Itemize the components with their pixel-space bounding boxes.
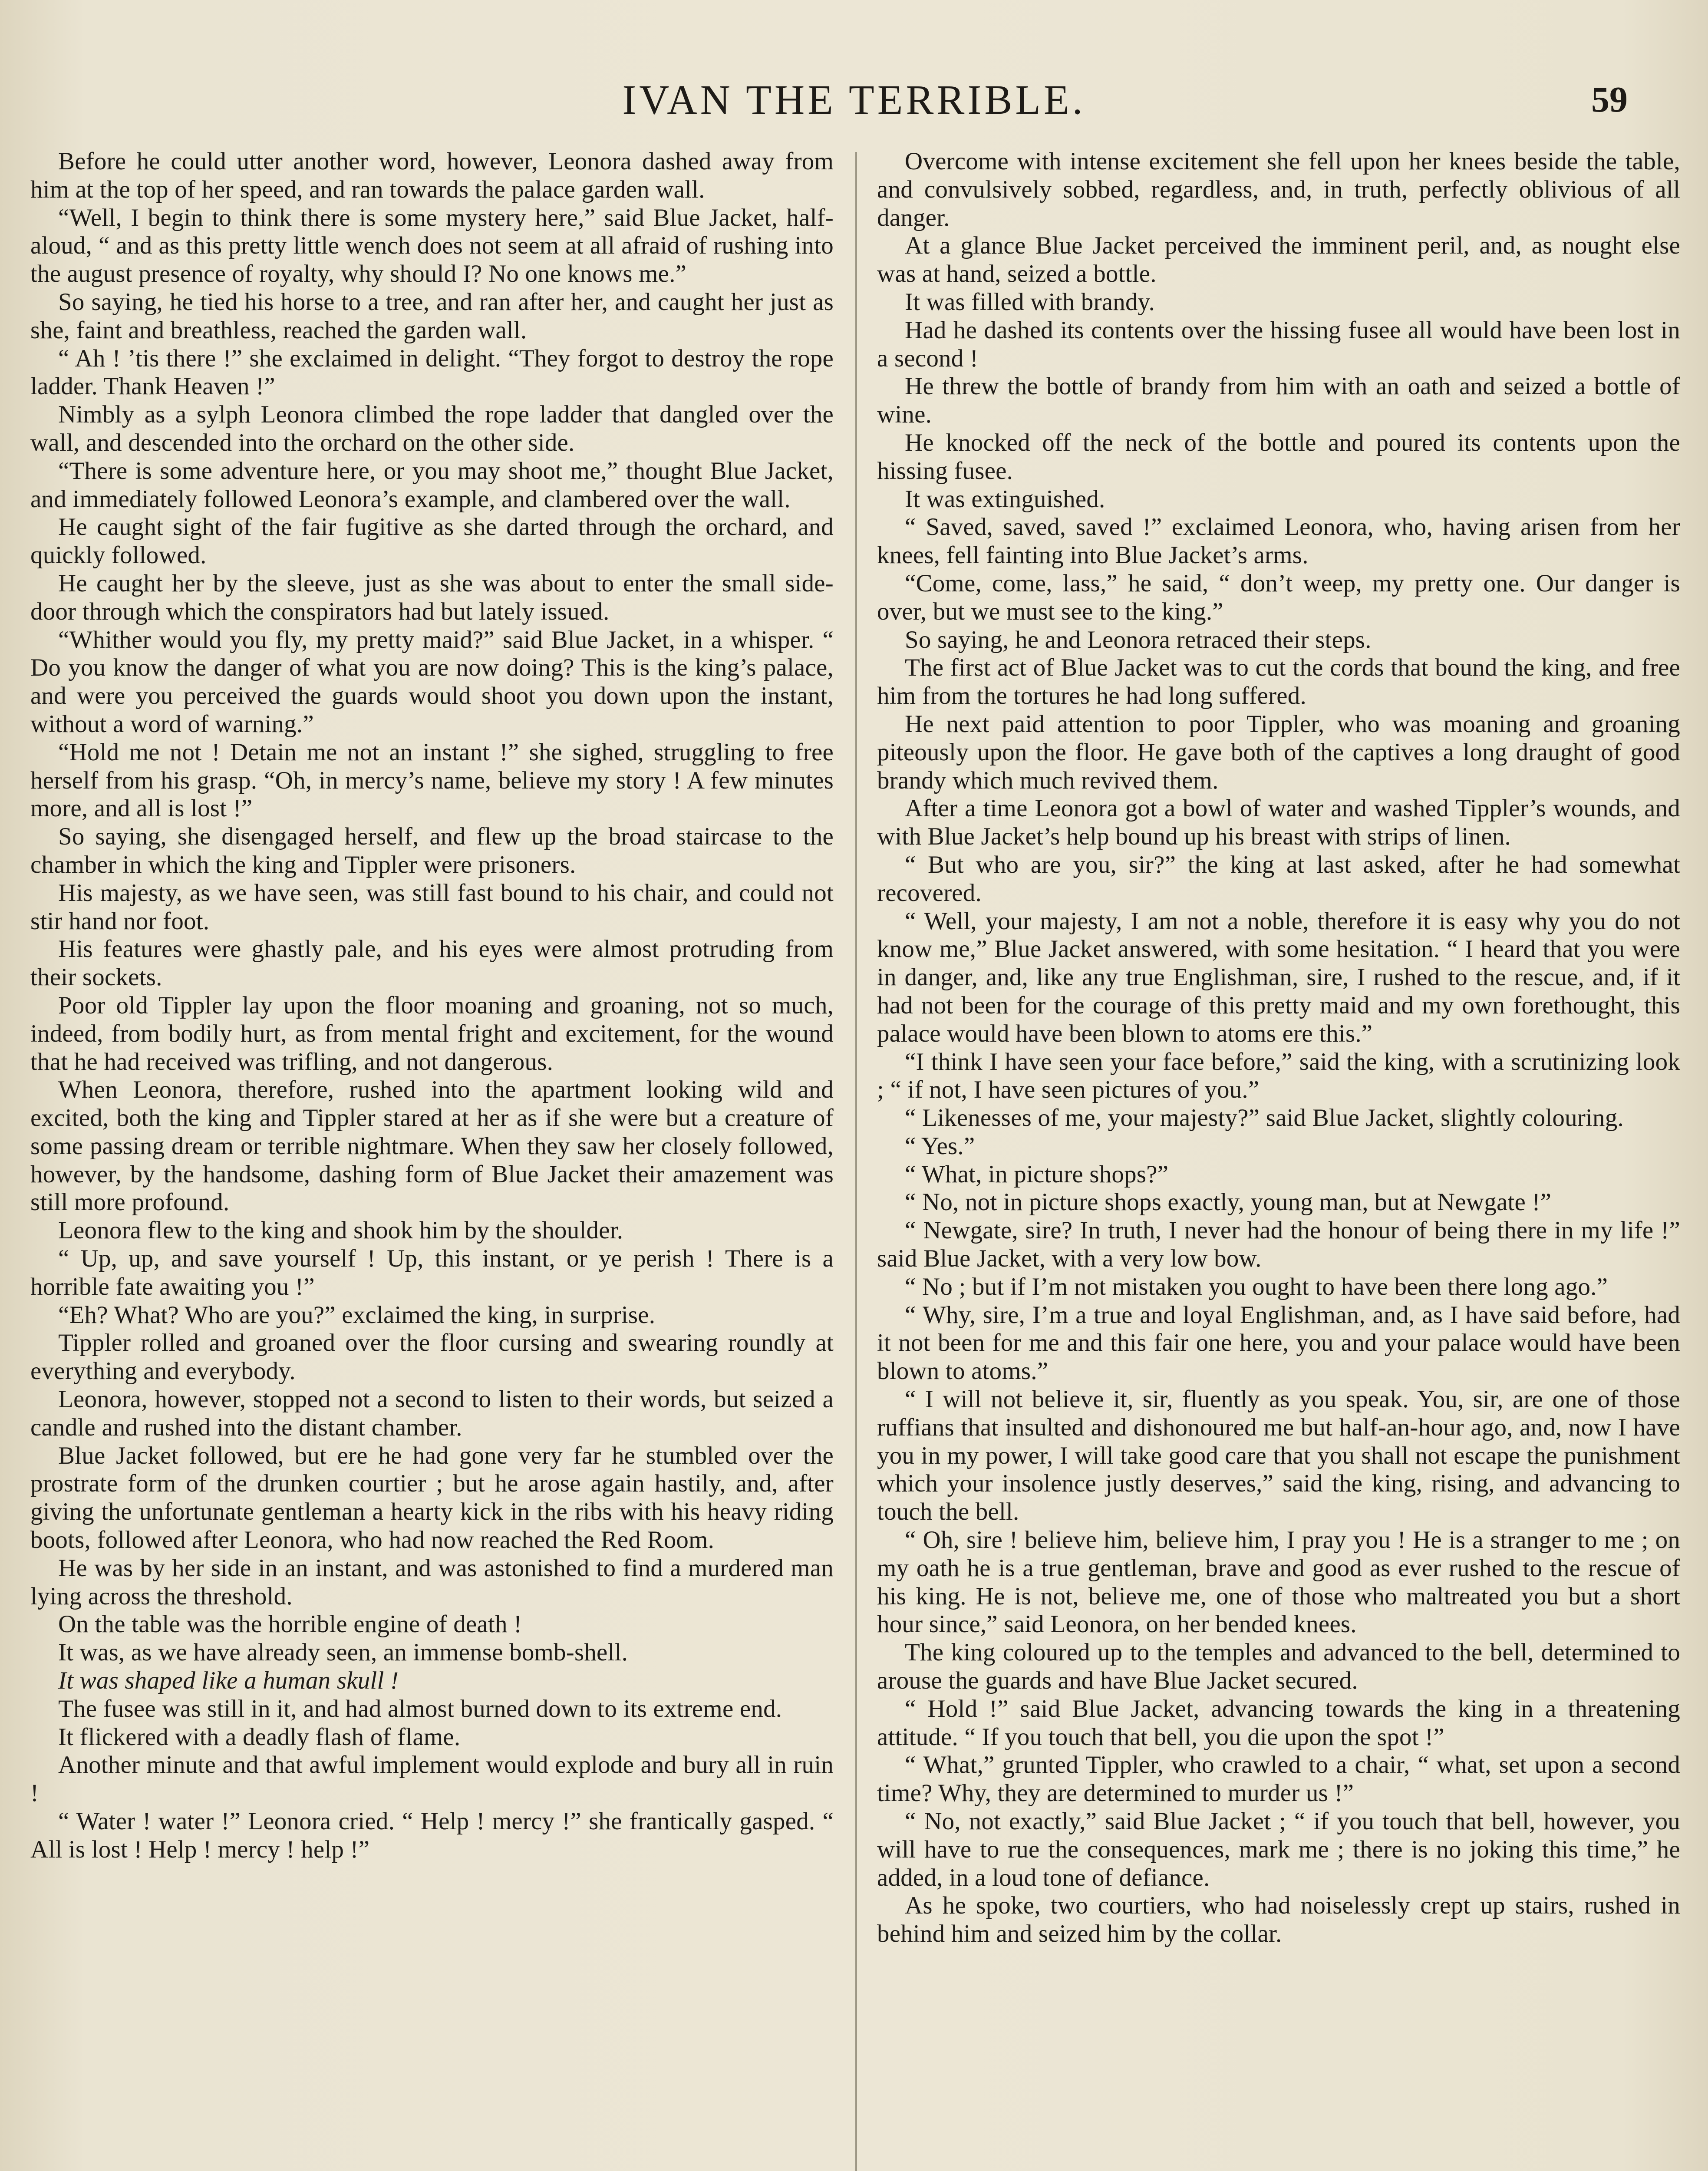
paragraph: It was extinguished. bbox=[905, 485, 1105, 513]
paragraph: It flickered with a deadly flash of flame. bbox=[58, 1723, 461, 1751]
paragraph: At a glance Blue Jacket perceived the imminent peril, and, as nought else was at hand, seized a bottle. bbox=[877, 232, 1680, 288]
paragraph: “ Saved, saved, saved !” exclaimed Leonora, who, having arisen from her knees, fell fainting into Blue Jacket’s arms. bbox=[877, 513, 1680, 569]
paragraph: “ Hold !” said Blue Jacket, advancing towards the king in a threatening attitude. “ If you touch that bell, you die upon the spot !” bbox=[877, 1695, 1680, 1751]
paragraph: “ Yes.” bbox=[905, 1132, 975, 1160]
page-number: 59 bbox=[1591, 79, 1628, 120]
paragraph: So saying, he tied his horse to a tree, and ran after her, and caught her just as she, faint and breathless, reached the garden wall. bbox=[30, 288, 834, 344]
paragraph: Nimbly as a sylph Leonora climbed the rope ladder that dangled over the wall, and descended into the orchard on the other side. bbox=[30, 401, 834, 456]
paragraph: He caught her by the sleeve, just as she was about to enter the small side-door through which the conspirators had but lately issued. bbox=[30, 569, 834, 625]
paragraph: The king coloured up to the temples and advanced to the bell, determined to arouse the guards and have Blue Jacket secured. bbox=[877, 1639, 1680, 1695]
paragraph: “ Oh, sire ! believe him, believe him, I pray you ! He is a stranger to me ; on my oath he is a true gentleman, brave and good as ever rushed to the rescue of his king. He is not, believe me, one of those who maltreated you but a short hour since,” said Leonora, on her bended knees. bbox=[877, 1526, 1680, 1638]
paragraph: “ What,” grunted Tippler, who crawled to a chair, “ what, set upon a second time? Why, they are determined to murder us !” bbox=[877, 1751, 1680, 1807]
paragraph: “Well, I begin to think there is some mystery here,” said Blue Jacket, half-aloud, “ and as this pretty little wench does not seem at all afraid of rushing into the august presence of royalty, why should I? No one knows me.” bbox=[30, 204, 834, 288]
paragraph: “ I will not believe it, sir, fluently as you speak. You, sir, are one of those ruffians that insulted and dishonoured me but half-an-hour ago, and, now I have you in my power, I will take good care that you shall not escape the punishment which your insolence justly deserves,” said the king, rising, and advancing to touch the bell. bbox=[877, 1386, 1680, 1526]
paragraph: Leonora flew to the king and shook him by the shoulder. bbox=[58, 1217, 623, 1244]
paragraph: He next paid attention to poor Tippler, who was moaning and groaning piteously upon the floor. He gave both of the captives a long draught of good brandy which much revived them. bbox=[877, 710, 1680, 794]
paragraph: As he spoke, two courtiers, who had noiselessly crept up stairs, rushed in behind him and seized him by the collar. bbox=[877, 1892, 1680, 1948]
paragraph: So saying, he and Leonora retraced their steps. bbox=[905, 626, 1372, 653]
paragraph: His features were ghastly pale, and his eyes were almost protruding from their sockets. bbox=[30, 935, 834, 991]
paragraph: “Hold me not ! Detain me not an instant !” she sighed, struggling to free herself from his grasp. “Oh, in mercy’s name, believe my story ! A few minutes more, and all is lost !” bbox=[30, 738, 834, 822]
paragraph: “ Why, sire, I’m a true and loyal Englishman, and, as I have said before, had it not been for me and this fair one here, you and your palace would have been blown to atoms.” bbox=[877, 1301, 1680, 1385]
paragraph: Overcome with intense excitement she fell upon her knees beside the table, and convulsively sobbed, regardless, and, in truth, perfectly oblivious of all danger. bbox=[877, 148, 1680, 231]
paragraph: Had he dashed its contents over the hissing fusee all would have been lost in a second ! bbox=[877, 316, 1680, 372]
paragraph: Another minute and that awful implement would explode and bury all in ruin ! bbox=[30, 1751, 834, 1807]
paragraph: “Come, come, lass,” he said, “ don’t weep, my pretty one. Our danger is over, but we must see to the king.” bbox=[877, 569, 1680, 625]
running-title: IVAN THE TERRIBLE. bbox=[622, 76, 1086, 123]
page-header bbox=[0, 69, 1708, 130]
left-column bbox=[30, 148, 834, 2171]
column-divider bbox=[855, 152, 857, 2171]
paragraph: So saying, she disengaged herself, and flew up the broad staircase to the chamber in which the king and Tippler were prisoners. bbox=[30, 823, 834, 878]
paragraph: “ Newgate, sire? In truth, I never had the honour of being there in my life !” said Blue Jacket, with a very low bow. bbox=[877, 1217, 1680, 1273]
paragraph: “ Ah ! ’tis there !” she exclaimed in delight. “They forgot to destroy the rope ladder. Thank Heaven !” bbox=[30, 344, 834, 400]
paragraph: It was shaped like a human skull ! bbox=[58, 1667, 399, 1695]
paragraph: He knocked off the neck of the bottle and poured its contents upon the hissing fusee. bbox=[877, 429, 1680, 485]
paragraph: The first act of Blue Jacket was to cut the cords that bound the king, and free him from the tortures he had long suffered. bbox=[877, 654, 1680, 710]
paragraph: His majesty, as we have seen, was still fast bound to his chair, and could not stir hand nor foot. bbox=[30, 879, 834, 935]
text-columns bbox=[30, 148, 1680, 2171]
paragraph: It was filled with brandy. bbox=[905, 288, 1155, 316]
paragraph: “ No, not in picture shops exactly, young man, but at Newgate !” bbox=[905, 1188, 1552, 1216]
paragraph: Leonora, however, stopped not a second to listen to their words, but seized a candle and rushed into the distant chamber. bbox=[30, 1386, 834, 1441]
paragraph: He was by her side in an instant, and was astonished to find a murdered man lying across the threshold. bbox=[30, 1554, 834, 1610]
paragraph: “Eh? What? Who are you?” exclaimed the king, in surprise. bbox=[58, 1301, 656, 1329]
paragraph: Tippler rolled and groaned over the floor cursing and swearing roundly at everything and everybody. bbox=[30, 1329, 834, 1385]
paragraph: “ What, in picture shops?” bbox=[905, 1160, 1169, 1188]
paragraph: He caught sight of the fair fugitive as she darted through the orchard, and quickly followed. bbox=[30, 513, 834, 569]
paragraph: “ Well, your majesty, I am not a noble, therefore it is easy why you do not know me,” Blue Jacket answered, with some hesitation. “ I heard that you were in danger, and, like any true Englishman, sire, I rushed to the rescue, and, if it had not been for the courage of this pretty maid and my own forethought, this palace would have been blown to atoms ere this.” bbox=[877, 907, 1680, 1047]
paragraph: On the table was the horrible engine of death ! bbox=[58, 1610, 522, 1638]
paragraph: “There is some adventure here, or you may shoot me,” thought Blue Jacket, and immediately followed Leonora’s example, and clambered over the wall. bbox=[30, 457, 834, 513]
paragraph: Before he could utter another word, however, Leonora dashed away from him at the top of her speed, and ran towards the palace garden wall. bbox=[30, 148, 834, 203]
paragraph: When Leonora, therefore, rushed into the apartment looking wild and excited, both the king and Tippler stared at her as if she were but a creature of some passing dream or terrible nightmare. When they saw her closely followed, however, by the handsome, dashing form of Blue Jacket their amazement was still more profound. bbox=[30, 1076, 834, 1216]
paragraph: “ Up, up, and save yourself ! Up, this instant, or ye perish ! There is a horrible fate awaiting you !” bbox=[30, 1245, 834, 1300]
paragraph: The fusee was still in it, and had almost burned down to its extreme end. bbox=[58, 1695, 782, 1722]
paragraph: “Whither would you fly, my pretty maid?” said Blue Jacket, in a whisper. “ Do you know the danger of what you are now doing? This is the king’s palace, and were you perceived the guards would shoot you down upon the instant, without a word of warning.” bbox=[30, 626, 834, 738]
paragraph: “ Likenesses of me, your majesty?” said Blue Jacket, slightly colouring. bbox=[905, 1104, 1624, 1132]
paragraph: Poor old Tippler lay upon the floor moaning and groaning, not so much, indeed, from bodily hurt, as from mental fright and excitement, for the wound that he had received was trifling, and not dangerous. bbox=[30, 991, 834, 1076]
paragraph: “ No, not exactly,” said Blue Jacket ; “ if you touch that bell, however, you will have to rue the consequences, mark me ; there is no joking this time,” he added, in a loud tone of defiance. bbox=[877, 1808, 1680, 1891]
paragraph: He threw the bottle of brandy from him with an oath and seized a bottle of wine. bbox=[877, 373, 1680, 429]
paragraph: It was, as we have already seen, an immense bomb-shell. bbox=[58, 1639, 628, 1666]
paragraph: Blue Jacket followed, but ere he had gone very far he stumbled over the prostrate form of the drunken courtier ; but he arose again hastily, and, after giving the unfortunate gentleman a hearty kick in the ribs with his heavy riding boots, followed after Leonora, who had now reached the Red Room. bbox=[30, 1442, 834, 1554]
paragraph: “ Water ! water !” Leonora cried. “ Help ! mercy !” she frantically gasped. “ All is lost ! Help ! mercy ! help !” bbox=[30, 1808, 834, 1863]
paragraph: After a time Leonora got a bowl of water and washed Tippler’s wounds, and with Blue Jacket’s help bound up his breast with strips of linen. bbox=[877, 795, 1680, 851]
paragraph: “ But who are you, sir?” the king at last asked, after he had somewhat recovered. bbox=[877, 851, 1680, 907]
paragraph: “I think I have seen your face before,” said the king, with a scrutinizing look ; “ if not, I have seen pictures of you.” bbox=[877, 1048, 1680, 1104]
paragraph: “ No ; but if I’m not mistaken you ought to have been there long ago.” bbox=[905, 1273, 1608, 1300]
right-column bbox=[877, 148, 1680, 2171]
